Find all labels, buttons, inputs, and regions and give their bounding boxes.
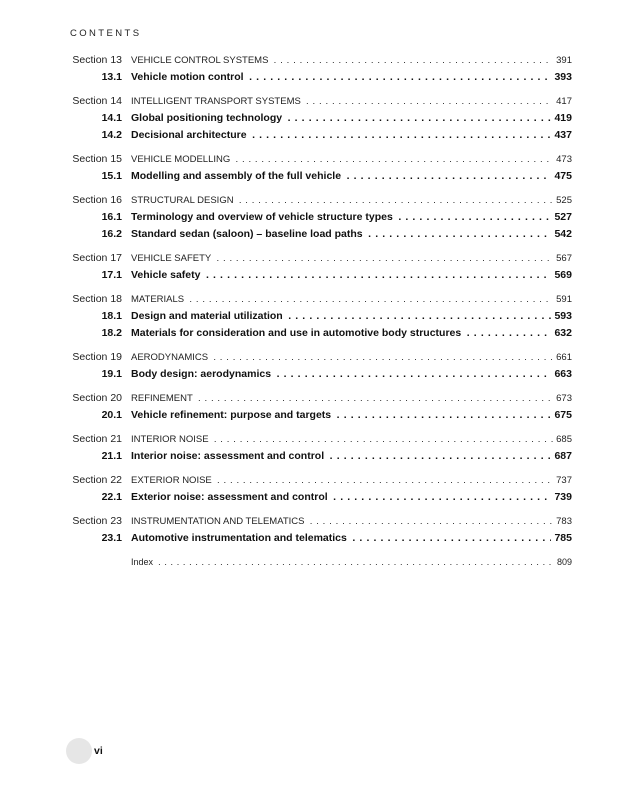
chapter-entry[interactable] [0,69,626,86]
chapter-title: Global positioning technology [131,112,283,124]
page-number: 632 [551,325,572,342]
section-label: Section 20 [72,392,122,404]
chapter-number: 21.1 [101,450,122,462]
index-title: Index [131,557,154,567]
chapter-title: Modelling and assembly of the full vehicle [131,170,342,182]
chapter-entry[interactable] [0,209,626,226]
page-number: 673 [553,390,572,407]
section-entry[interactable] [0,192,626,209]
section-title: REFINEMENT [131,393,193,404]
toc-section [0,472,626,506]
section-title: VEHICLE CONTROL SYSTEMS [131,55,269,66]
section-title: VEHICLE MODELLING [131,154,231,165]
chapter-title: Standard sedan (saloon) – baseline load paths [131,228,363,240]
section-label: Section 22 [72,474,122,486]
section-title: INTERIOR NOISE [131,434,209,445]
section-title: STRUCTURAL DESIGN [131,195,234,206]
page-number: 783 [553,513,572,530]
section-title: AERODYNAMICS [131,352,209,363]
toc-section [0,349,626,383]
chapter-entry[interactable] [0,168,626,185]
page-number: 593 [551,308,572,325]
page-number: 739 [551,489,572,506]
chapter-entry[interactable] [0,325,626,342]
section-entry[interactable] [0,390,626,407]
chapter-entry[interactable] [0,226,626,243]
section-entry[interactable] [0,291,626,308]
page-number: 417 [553,93,572,110]
chapter-number: 20.1 [101,409,122,421]
page-number: 527 [551,209,572,226]
page-number: 569 [551,267,572,284]
page-number: 785 [551,530,572,547]
index-entry[interactable] [0,554,626,571]
chapter-number: 16.1 [101,211,122,223]
section-entry[interactable] [0,52,626,69]
chapter-number: 22.1 [101,491,122,503]
chapter-entry[interactable] [0,530,626,547]
chapter-entry[interactable] [0,110,626,127]
toc-section [0,291,626,342]
section-label: Section 19 [72,351,122,363]
chapter-number: 14.2 [101,129,122,141]
toc-section [0,250,626,284]
chapter-title: Decisional architecture [131,129,247,141]
page-number: 685 [553,431,572,448]
section-label: Section 18 [72,293,122,305]
chapter-entry[interactable] [0,407,626,424]
page-number: 737 [553,472,572,489]
page-number: 687 [551,448,572,465]
chapter-title: Vehicle refinement: purpose and targets [131,409,332,421]
toc-section [0,390,626,424]
table-of-contents [0,52,626,578]
section-label: Section 14 [72,95,122,107]
chapter-number: 17.1 [101,269,122,281]
section-label: Section 13 [72,54,122,66]
page-number: 663 [551,366,572,383]
chapter-entry[interactable] [0,267,626,284]
toc-section [0,93,626,144]
chapter-title: Materials for consideration and use in automotive body structures [131,327,462,339]
chapter-entry[interactable] [0,127,626,144]
toc-section [0,431,626,465]
folio-tab-decoration [66,738,92,764]
section-label: Section 17 [72,252,122,264]
section-entry[interactable] [0,151,626,168]
chapter-number: 13.1 [101,71,122,83]
chapter-entry[interactable] [0,366,626,383]
section-title: INSTRUMENTATION AND TELEMATICS [131,516,305,527]
section-label: Section 15 [72,153,122,165]
chapter-number: 18.1 [101,310,122,322]
chapter-number: 18.2 [101,327,122,339]
section-title: MATERIALS [131,294,185,305]
toc-section [0,513,626,547]
chapter-title: Interior noise: assessment and control [131,450,325,462]
chapter-title: Body design: aerodynamics [131,368,272,380]
section-title: VEHICLE SAFETY [131,253,212,264]
page-folio: vi [94,745,103,757]
chapter-title: Vehicle safety [131,269,201,281]
section-entry[interactable] [0,250,626,267]
chapter-number: 14.1 [101,112,122,124]
section-entry[interactable] [0,513,626,530]
chapter-title: Exterior noise: assessment and control [131,491,328,503]
page-number: 525 [553,192,572,209]
chapter-title: Terminology and overview of vehicle structure types [131,211,393,223]
chapter-number: 16.2 [101,228,122,240]
page-number: 393 [551,69,572,86]
chapter-number: 23.1 [101,532,122,544]
page-number: 419 [551,110,572,127]
section-title: EXTERIOR NOISE [131,475,212,486]
page-number: 475 [551,168,572,185]
toc-section [0,192,626,243]
section-label: Section 21 [72,433,122,445]
page-number: 591 [553,291,572,308]
section-entry[interactable] [0,431,626,448]
section-entry[interactable] [0,472,626,489]
section-entry[interactable] [0,349,626,366]
chapter-entry[interactable] [0,448,626,465]
section-title: INTELLIGENT TRANSPORT SYSTEMS [131,96,301,107]
toc-index [0,554,626,571]
section-label: Section 23 [72,515,122,527]
page-number: 661 [553,349,572,366]
chapter-title: Automotive instrumentation and telematics [131,532,347,544]
chapter-title: Design and material utilization [131,310,283,322]
page-title: CONTENTS [70,28,142,39]
page-number: 675 [551,407,572,424]
page-number: 473 [553,151,572,168]
chapter-entry[interactable] [0,308,626,325]
section-entry[interactable] [0,93,626,110]
toc-section [0,52,626,86]
toc-section [0,151,626,185]
chapter-number: 15.1 [101,170,122,182]
chapter-entry[interactable] [0,489,626,506]
chapter-number: 19.1 [101,368,122,380]
page-number: 437 [551,127,572,144]
page-number: 809 [554,554,572,571]
page-number: 391 [553,52,572,69]
page-number: 567 [553,250,572,267]
page-number: 542 [551,226,572,243]
section-label: Section 16 [72,194,122,206]
chapter-title: Vehicle motion control [131,71,244,83]
